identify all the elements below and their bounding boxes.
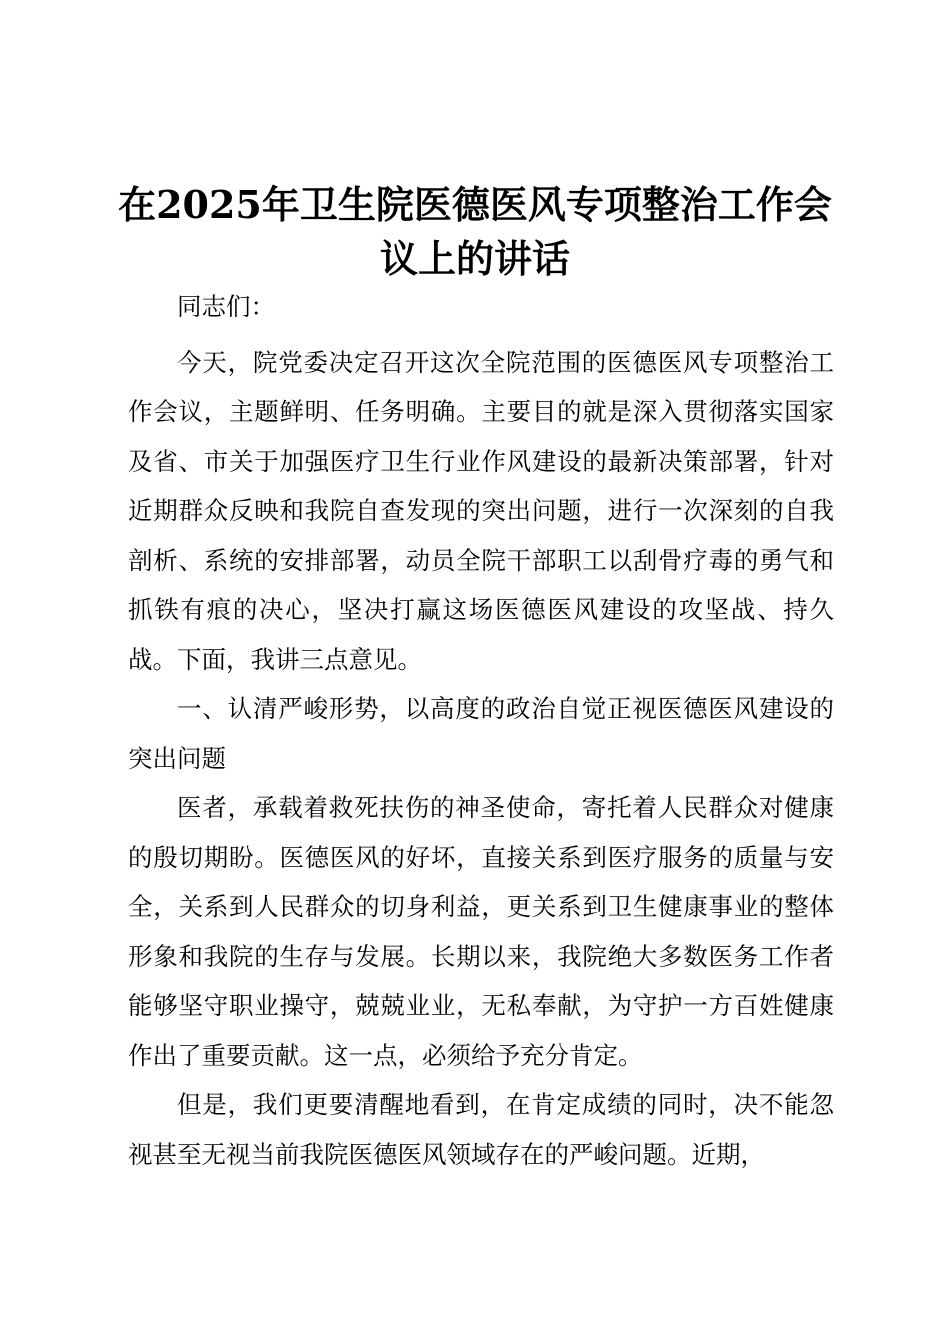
- salutation: 同志们：: [177, 292, 275, 321]
- paragraph-mission: 医者，承载着救死扶伤的神圣使命，寄托着人民群众对健康的殷切期盼。医德医风的好坏，直接关系到医疗服务的质量与安全，关系到人民群众的切身利益，更关系到卫生健康事业的整体形象和我院的生存与发展。长期以来，我院绝大多数医务工作者能够坚守职业操守，兢兢业业，无私奉献，为守护一方百姓健康作出了重要贡献。这一点，必须给予充分肯定。: [128, 793, 834, 1070]
- paragraph-intro: 今天，院党委决定召开这次全院范围的医德医风专项整治工作会议，主题鲜明、任务明确。主要目的就是深入贯彻落实国家及省、市关于加强医疗卫生行业作风建设的最新决策部署，针对近期群众反映和我院自查发现的突出问题，进行一次深刻的自我剖析、系统的安排部署，动员全院干部职工以刮骨疗毒的勇气和抓铁有痕的决心，坚决打赢这场医德医风建设的攻坚战、持久战。下面，我讲三点意见。: [128, 347, 834, 674]
- document-title: 在2025年卫生院医德医风专项整治工作会议上的讲话: [118, 182, 832, 281]
- section-heading-1: 一、认清严峻形势，以高度的政治自觉正视医德医风建设的突出问题: [128, 694, 834, 773]
- document-body: [128, 282, 834, 1179]
- paragraph-problems: 但是，我们更要清醒地看到，在肯定成绩的同时，决不能忽视甚至无视当前我院医德医风领域存在的严峻问题。近期，: [128, 1090, 834, 1169]
